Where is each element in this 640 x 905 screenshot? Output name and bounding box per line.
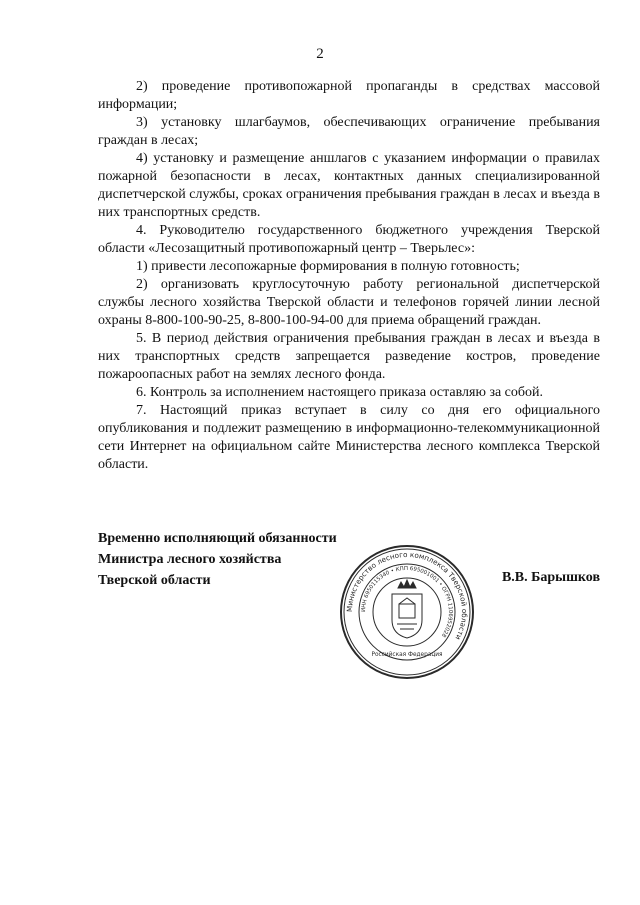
signer-position-line1: Временно исполняющий обязанности (98, 531, 337, 546)
item-7-effective: 7. Настоящий приказ вступает в силу со дня его официального опубликования и подлежит размещению в информационно-телекоммуникационной сети Интернет на официальном сайте Министерства лесного комплекса Тверской области. (98, 403, 600, 472)
subitem-1-readiness: 1) привести лесопожарные формирования в полную готовность; (136, 259, 520, 274)
official-seal (337, 542, 477, 682)
coat-of-arms-icon (392, 580, 422, 638)
signer-name: В.В. Барышков (501, 570, 600, 585)
paragraph-2-propaganda: 2) проведение противопожарной пропаганды в средствах массовой информации; (98, 79, 600, 112)
paragraph-4-signs: 4) установку и размещение аншлагов с указанием информации о правилах пожарной безопасности в лесах, контактных данных специализированной диспетчерской службы, сроках ограничения пребывания граждан в лесах и въезда в них транспортных средств. (98, 151, 600, 220)
item-4-instruction: 4. Руководителю государственного бюджетного учреждения Тверской области «Лесозащитный противопожарный центр – Тверьлес»: (98, 223, 600, 256)
seal-icon (337, 542, 477, 682)
seal-bottom-text: Российская Федерация (371, 652, 443, 658)
signer-position-line2: Министра лесного хозяйства (98, 552, 282, 567)
seal-inner-text: ИНН 6950115340 • КПП 695001001 • ОГРН 1106952028 (360, 565, 454, 639)
document-body (98, 78, 600, 474)
item-5-prohibition: 5. В период действия ограничения пребывания граждан в лесах и въезда в них транспортных средств запрещается разведение костров, проведение пожароопасных работ на землях лесного фонда. (98, 331, 600, 382)
item-6-control: 6. Контроль за исполнением настоящего приказа оставляю за собой. (136, 385, 544, 400)
signer-position-line3: Тверской области (98, 573, 211, 588)
paragraph-3-barriers: 3) установку шлагбаумов, обеспечивающих ограничение пребывания граждан в лесах; (98, 115, 600, 148)
seal-outer-text: Министерство лесного комплекса Тверской области (344, 549, 470, 642)
subitem-2-hotline: 2) организовать круглосуточную работу региональной диспетчерской службы лесного хозяйства Тверской области и телефонов горячей линии лесной охраны 8-800-100-90-25, 8-800-100-94-00 для приема обращений граждан. (98, 277, 600, 328)
page-number: 2 (316, 46, 324, 62)
